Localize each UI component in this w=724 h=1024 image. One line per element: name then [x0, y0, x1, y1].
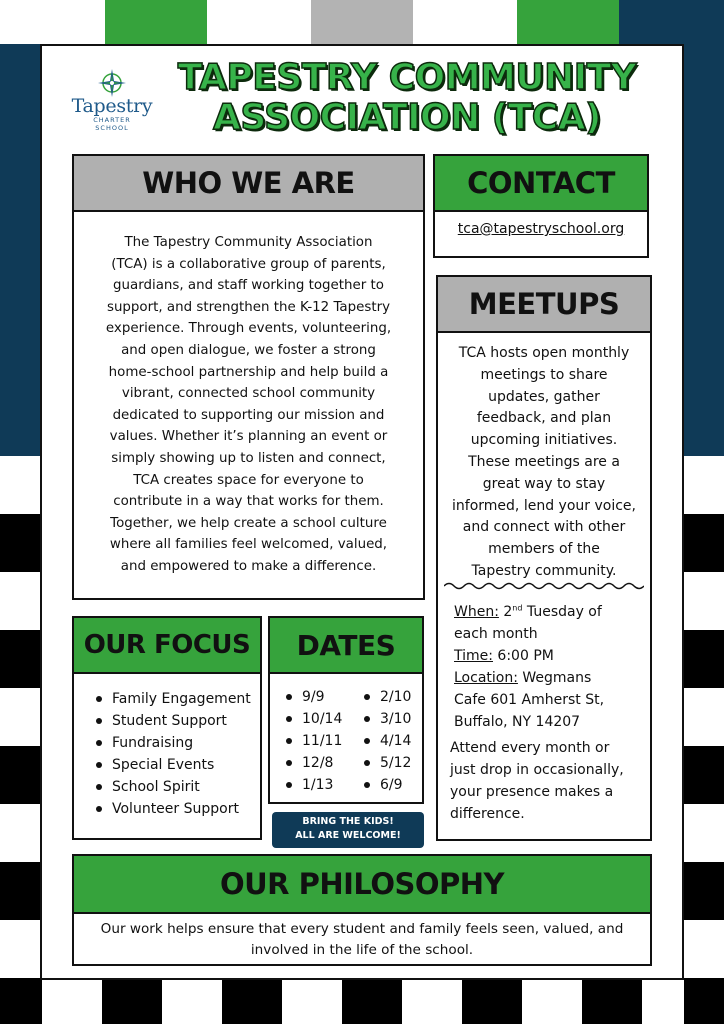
focus-item-text: Student Support [112, 713, 227, 729]
background-bottom-checks [0, 980, 724, 1024]
time-label: Time: [454, 648, 493, 664]
who-we-are-line: support, and strengthen the K-12 Tapestry [106, 299, 391, 315]
date-item-text: 11/11 [302, 733, 343, 749]
meetups-line: and connect with other [462, 519, 626, 536]
check-cell [342, 980, 402, 1024]
bullet-icon [286, 694, 292, 700]
dates-column-2 [362, 686, 411, 796]
check-cell [222, 980, 282, 1024]
school-logo [66, 68, 158, 138]
badge-line-2: ALL ARE WELCOME! [295, 830, 401, 841]
check-cell [684, 980, 724, 1024]
contact-header [433, 154, 649, 212]
philosophy-header [72, 854, 652, 914]
bullet-icon [96, 718, 102, 724]
when-suffix: nd [512, 603, 523, 613]
bullet-icon [96, 762, 102, 768]
who-we-are-line: (TCA) is a collaborative group of parents, [111, 256, 386, 272]
who-we-are-line: and empowered to make a difference. [120, 558, 377, 574]
meetups-header [436, 275, 652, 333]
who-we-are-line: The Tapestry Community Association [124, 235, 373, 250]
logo-sub-1: CHARTER [93, 116, 131, 124]
who-we-are-line: guardians, and staff working together to [113, 278, 384, 294]
date-item [284, 708, 342, 730]
logo-sub-2: SCHOOL [95, 124, 129, 132]
when-number: 2 [503, 604, 513, 620]
focus-item-text: School Spirit [112, 779, 200, 795]
philosophy-line-2: involved in the life of the school. [250, 942, 474, 958]
focus-item [94, 798, 260, 820]
when-line [454, 601, 644, 623]
page-title [152, 58, 662, 138]
dates-column-1 [284, 686, 342, 796]
bullet-icon [364, 760, 370, 766]
focus-item-text: Volunteer Support [112, 801, 239, 817]
date-item-text: 4/14 [380, 733, 412, 749]
focus-list [94, 688, 260, 820]
bullet-icon [364, 716, 370, 722]
focus-item [94, 688, 260, 710]
who-we-are-line: simply showing up to listen and connect, [111, 450, 386, 466]
bullet-icon [96, 806, 102, 812]
date-item [284, 730, 342, 752]
who-we-are-line: values. Whether it’s planning an event or [109, 429, 388, 445]
check-cell [102, 980, 162, 1024]
bullet-icon [364, 782, 370, 788]
bullet-icon [96, 696, 102, 702]
meetups-box [436, 331, 652, 841]
title-line-1: TAPESTRY COMMUNITY [177, 57, 637, 98]
date-item-text: 6/9 [380, 777, 403, 793]
bullet-icon [286, 782, 292, 788]
who-we-are-box [72, 210, 425, 600]
when-label: When: [454, 604, 499, 620]
wavy-divider [444, 581, 644, 591]
date-item [362, 774, 411, 796]
date-item [362, 752, 411, 774]
flyer-page [40, 44, 684, 980]
focus-item [94, 710, 260, 732]
who-we-are-heading: WHO WE ARE [142, 166, 355, 200]
who-we-are-line: experience. Through events, volunteering, [105, 321, 392, 337]
focus-item-text: Family Engagement [112, 691, 251, 707]
date-item [362, 708, 411, 730]
meetups-line: meetings to share [480, 366, 608, 383]
who-we-are-line: where all families feel welcomed, valued, [109, 537, 388, 553]
closing-line: difference. [450, 806, 525, 822]
title-line-2: ASSOCIATION (TCA) [212, 97, 602, 138]
check-cell [462, 980, 522, 1024]
logo-wordmark: Tapestry [71, 95, 153, 117]
meetups-text [438, 333, 650, 583]
philosophy-line-1: Our work helps ensure that every student and family feels seen, valued, and [100, 921, 624, 937]
dates-box [268, 672, 424, 804]
philosophy-box [72, 912, 652, 966]
top-strip-white [207, 0, 311, 44]
date-item-text: 10/14 [302, 711, 343, 727]
check-cell [582, 980, 642, 1024]
location-value: Wegmans [517, 670, 592, 686]
date-item-text: 9/9 [302, 689, 325, 705]
date-item [284, 752, 342, 774]
contact-box [433, 210, 649, 258]
date-item-text: 2/10 [380, 689, 412, 705]
date-item [284, 686, 342, 708]
time-line [454, 645, 644, 667]
who-we-are-line: vibrant, connected school community [121, 386, 376, 402]
bullet-icon [96, 740, 102, 746]
bullet-icon [286, 738, 292, 744]
meetup-details [454, 601, 644, 733]
closing-line: just drop in occasionally, [450, 762, 624, 778]
badge-line-1: BRING THE KIDS! [302, 816, 394, 827]
contact-email-link[interactable]: tca@tapestryschool.org [457, 221, 625, 237]
focus-heading: OUR FOCUS [83, 630, 251, 660]
who-we-are-line: contribute in a way that works for them. [113, 494, 384, 510]
meetups-line: feedback, and plan [476, 410, 612, 427]
compass-star-icon [97, 68, 127, 98]
top-strip-white [0, 0, 105, 44]
top-strip-green [105, 0, 207, 44]
top-strip-white [413, 0, 517, 44]
who-we-are-line: dedicated to supporting our mission and [112, 407, 385, 423]
date-item [362, 730, 411, 752]
meetups-line: informed, lend your voice, [452, 497, 636, 514]
date-item [284, 774, 342, 796]
date-item-text: 12/8 [302, 755, 334, 771]
meetups-line: These meetings are a [468, 453, 620, 470]
meetups-heading: MEETUPS [468, 287, 620, 321]
date-item-text: 1/13 [302, 777, 334, 793]
who-we-are-header [72, 154, 425, 212]
bullet-icon [364, 694, 370, 700]
bullet-icon [96, 784, 102, 790]
dates-header [268, 616, 424, 674]
contact-heading: CONTACT [467, 166, 615, 200]
focus-item-text: Fundraising [112, 735, 194, 751]
who-we-are-line: home-school partnership and help build a [108, 364, 389, 380]
top-strip-green [517, 0, 619, 44]
closing-line: Attend every month or [450, 740, 610, 756]
focus-box [72, 672, 262, 840]
date-item-text: 3/10 [380, 711, 412, 727]
bullet-icon [364, 738, 370, 744]
location-line-3: Buffalo, NY 14207 [454, 714, 581, 730]
closing-line: your presence makes a [450, 784, 614, 800]
dates-heading: DATES [296, 628, 396, 662]
who-we-are-line: Together, we help create a school culture [110, 515, 387, 531]
who-we-are-line: and open dialogue, we foster a strong [121, 342, 376, 358]
meetups-line: Tapestry community. [471, 562, 617, 579]
date-item [362, 686, 411, 708]
meetups-line: upcoming initiatives. [470, 432, 618, 449]
bring-kids-badge [272, 812, 424, 848]
location-label: Location: [454, 670, 518, 686]
time-value: 6:00 PM [492, 648, 554, 664]
date-item-text: 5/12 [380, 755, 412, 771]
check-cell [0, 980, 42, 1024]
focus-item-text: Special Events [112, 757, 215, 773]
when-line-2: each month [454, 626, 538, 642]
focus-header [72, 616, 262, 674]
focus-item [94, 732, 260, 754]
bullet-icon [286, 716, 292, 722]
philosophy-heading: OUR PHILOSOPHY [219, 867, 505, 901]
who-we-are-line: TCA creates space for everyone to [133, 472, 364, 488]
bullet-icon [286, 760, 292, 766]
focus-item [94, 754, 260, 776]
meetups-line: TCA hosts open monthly [458, 345, 630, 361]
top-strip-grey [311, 0, 413, 44]
meetups-line: great way to stay [482, 475, 606, 492]
who-we-are-text [74, 232, 423, 578]
location-line-2: Cafe 601 Amherst St, [454, 692, 605, 708]
location-line [454, 667, 644, 689]
meetups-line: updates, gather [488, 388, 600, 405]
when-rest: Tuesday of [522, 604, 602, 620]
meetups-line: members of the [488, 541, 600, 558]
meetup-closing-text [450, 737, 650, 825]
focus-item [94, 776, 260, 798]
